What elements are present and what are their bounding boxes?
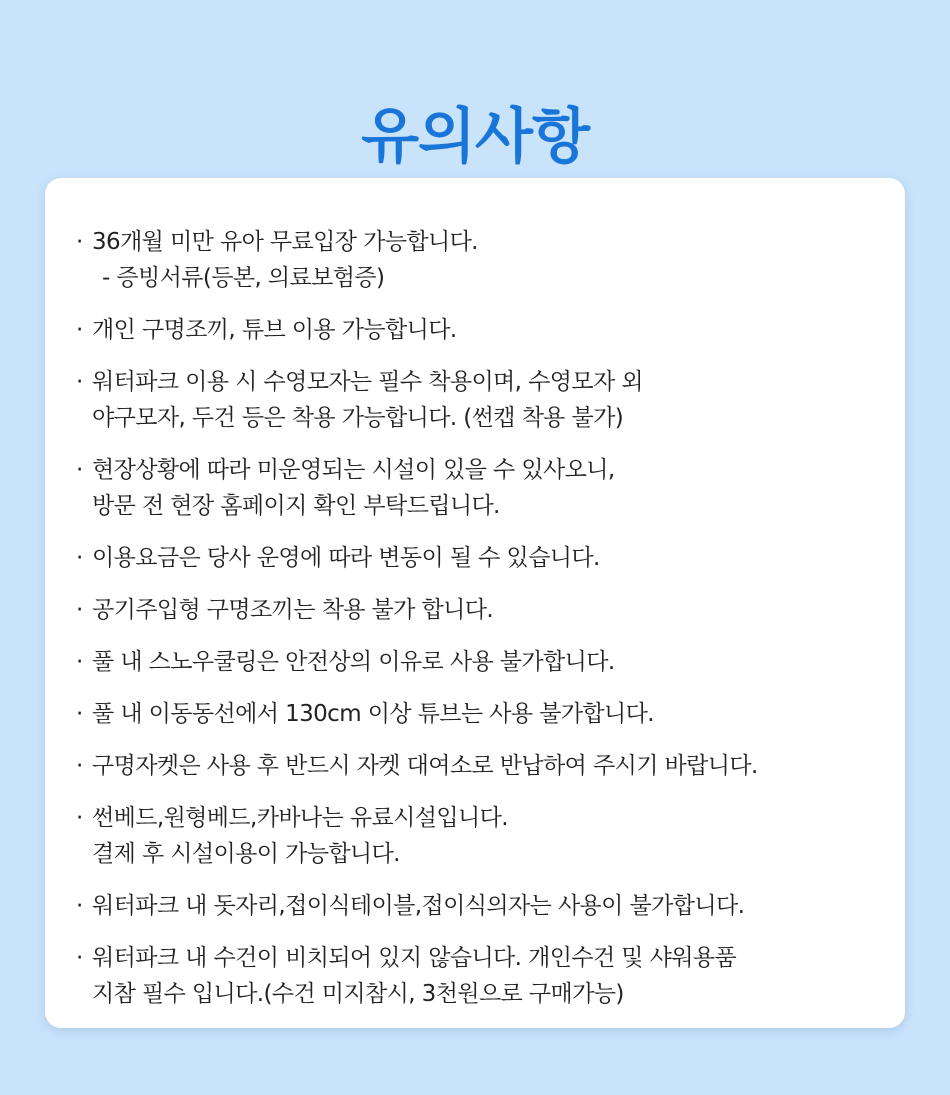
notice-line: 워터파크 내 수건이 비치되어 있지 않습니다. 개인수건 및 샤워용품 <box>92 945 737 971</box>
bullet-dot: · <box>76 545 83 571</box>
notice-item-inflatable-vest <box>76 592 876 628</box>
notice-line: 36개월 미만 유아 무료입장 가능합니다. <box>92 229 478 255</box>
notice-line: 방문 전 현장 홈페이지 확인 부탁드립니다. <box>92 493 500 519</box>
bullet-dot: · <box>76 945 83 971</box>
notice-item-large-tube <box>76 696 876 732</box>
notice-item-facility-status <box>76 452 876 524</box>
bullet-dot: · <box>76 317 83 343</box>
notice-line: 구명자켓은 사용 후 반드시 자켓 대여소로 반납하여 주시기 바랍니다. <box>92 753 758 779</box>
notice-sub-line: - 증빙서류(등본, 의료보험증) <box>102 265 385 291</box>
bullet-dot: · <box>76 229 83 255</box>
bullet-dot: · <box>76 753 83 779</box>
notice-item-price-change <box>76 540 876 576</box>
notice-item-jacket-return <box>76 748 876 784</box>
notice-line: 야구모자, 두건 등은 착용 가능합니다. (썬캡 착용 불가) <box>92 405 624 431</box>
notice-line: 워터파크 이용 시 수영모자는 필수 착용이며, 수영모자 외 <box>92 369 643 395</box>
notice-item-personal-life-jacket <box>76 312 876 348</box>
bullet-dot: · <box>76 805 83 831</box>
notice-item-swim-cap-required <box>76 364 876 436</box>
bullet-dot: · <box>76 457 83 483</box>
notice-line: 썬베드,원형베드,카바나는 유료시설입니다. <box>92 805 508 831</box>
notice-line: 개인 구명조끼, 튜브 이용 가능합니다. <box>92 317 457 343</box>
notice-line: 풀 내 이동동선에서 130cm 이상 튜브는 사용 불가합니다. <box>92 701 654 727</box>
notice-item-mats-chairs <box>76 888 876 924</box>
notice-item-snorkeling <box>76 644 876 680</box>
notice-list <box>76 224 876 1028</box>
notice-line: 워터파크 내 돗자리,접이식테이블,접이식의자는 사용이 불가합니다. <box>92 893 745 919</box>
notice-line: 공기주입형 구명조끼는 착용 불가 합니다. <box>92 597 494 623</box>
notice-item-infant-free-entry <box>76 224 876 296</box>
notice-item-paid-facilities <box>76 800 876 872</box>
page-title: 유의사항 <box>361 102 589 173</box>
bullet-dot: · <box>76 893 83 919</box>
notice-line: 지참 필수 입니다.(수건 미지참시, 3천원으로 구매가능) <box>92 981 624 1007</box>
notice-line: 현장상황에 따라 미운영되는 시설이 있을 수 있사오니, <box>92 457 615 483</box>
bullet-dot: · <box>76 597 83 623</box>
notice-line: 결제 후 시설이용이 가능합니다. <box>92 841 400 867</box>
notice-line: 풀 내 스노우쿨링은 안전상의 이유로 사용 불가합니다. <box>92 649 615 675</box>
bullet-dot: · <box>76 369 83 395</box>
notice-item-towels <box>76 940 876 1012</box>
bullet-dot: · <box>76 701 83 727</box>
notice-line: 이용요금은 당사 운영에 따라 변동이 될 수 있습니다. <box>92 545 600 571</box>
bullet-dot: · <box>76 649 83 675</box>
